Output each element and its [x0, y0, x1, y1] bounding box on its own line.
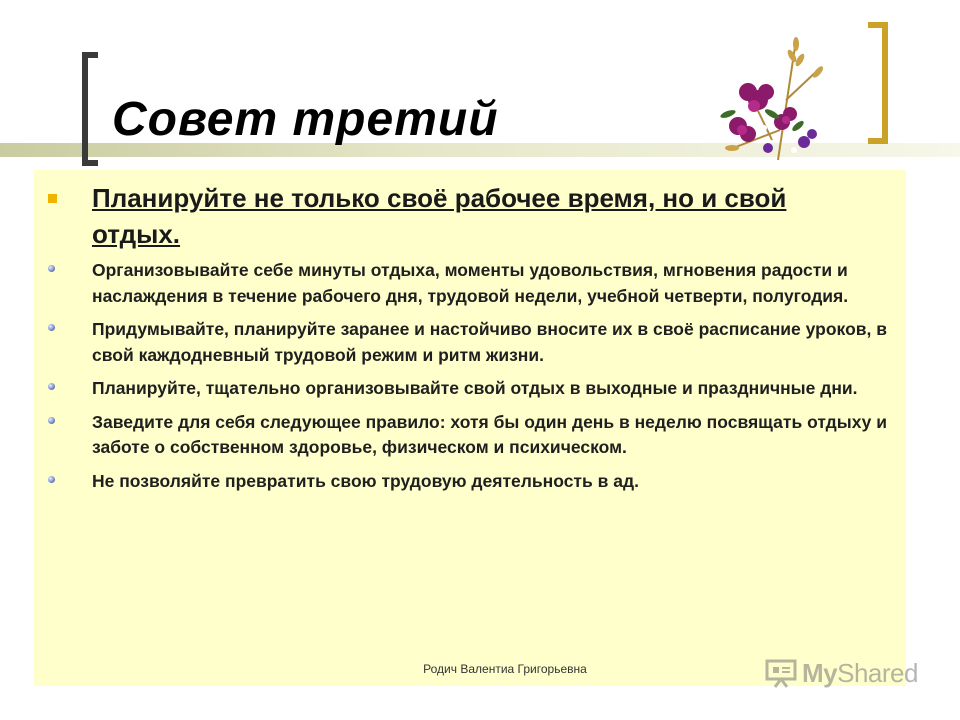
right-bracket-decoration [868, 22, 888, 144]
left-bracket-decoration [82, 52, 98, 166]
sub-point-text: Не позволяйте превратить свою трудовую деятельность в ад. [92, 470, 639, 491]
sub-point-text: Планируйте, тщательно организовывайте свой отдых в выходные и праздничные дни. [92, 378, 858, 398]
round-bullet-icon [48, 383, 55, 390]
watermark-text: MyShared [802, 657, 918, 688]
list-item [48, 469, 888, 495]
myshared-watermark [764, 654, 918, 692]
slide-title: Совет третий [112, 93, 499, 146]
flower-bouquet-icon [708, 30, 838, 170]
presentation-board-icon [764, 658, 798, 688]
sub-point-text: Организовывайте себе минуты отдыха, моменты удовольствия, мгновения радости и наслаждения в течение рабочего дня, трудовой недели, учебной четверти, полугодия. [92, 260, 849, 306]
main-point-text: Планируйте не только своё рабочее время, но и свой отдых. [92, 183, 787, 249]
round-bullet-icon [48, 476, 55, 483]
sub-point-text: Заведите для себя следующее правило: хотя бы один день в неделю посвящать отдыху и заботе о собственном здоровье, физическом и психическом. [92, 411, 888, 457]
round-bullet-icon [48, 324, 55, 331]
round-bullet-icon [48, 417, 55, 424]
sub-point-list [48, 258, 888, 502]
list-item [48, 410, 888, 461]
list-item [48, 258, 888, 309]
list-item [48, 376, 888, 402]
main-point [48, 180, 878, 252]
square-bullet-icon [48, 194, 57, 203]
list-item [48, 317, 888, 368]
slide-footer: Родич Валентиа Григорьевна [423, 662, 587, 676]
sub-point-text: Придумывайте, планируйте заранее и настойчиво вносите их в своё расписание уроков, в свой каждодневный трудовой режим и ритм жизни. [92, 319, 887, 365]
round-bullet-icon [48, 265, 55, 272]
